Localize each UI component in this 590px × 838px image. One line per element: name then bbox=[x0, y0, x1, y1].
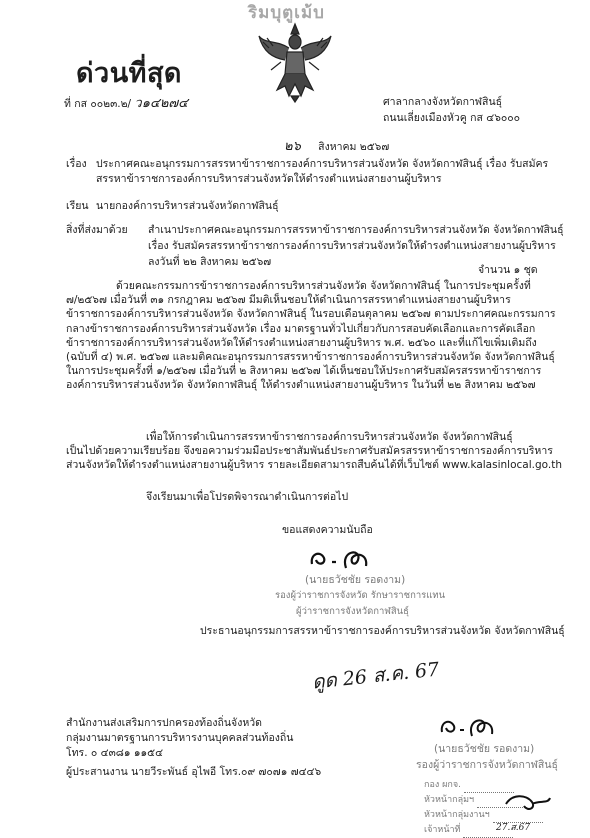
body-paragraph-2 bbox=[66, 430, 571, 473]
urgency-label: ด่วนที่สุด bbox=[76, 58, 182, 89]
body-line: ข้าราชการองค์การบริหารส่วนจังหวัดให้ดำรงตำแหน่งสายงานผู้บริหาร พ.ศ. ๒๕๖๐ และที่แก้ไขเพิ่มเติมถึง bbox=[66, 336, 537, 349]
org-address: ถนนเลี่ยงเมืองหัวคู กส ๔๖๐๐๐ bbox=[383, 112, 521, 124]
footer-phone: โทร. ๐ ๔๓๘๑ ๑๑๕๔ bbox=[66, 747, 164, 759]
subject-label: เรื่อง bbox=[66, 158, 87, 170]
garuda-emblem bbox=[255, 18, 335, 104]
footer-coordinator: ผู้ประสานงาน นายวีระพันธ์ อุไพอี โทร.๐๙ ๗๐๗๑ ๗๔๔๖ bbox=[66, 766, 322, 778]
handwritten-date-annotation: ดูด 26 ส.ค. 67 bbox=[311, 658, 441, 694]
document-number-handwritten: ว๑๔๒๗๔ bbox=[134, 96, 188, 111]
body-line: เพื่อให้การดำเนินการสรรหาข้าราชการองค์การบริหารส่วนจังหวัด จังหวัดกาฬสินธุ์ bbox=[146, 431, 513, 443]
signature-scribble bbox=[306, 544, 376, 574]
signature-name: (นายธวัชชัย รอดงาม) bbox=[305, 574, 406, 586]
routing-row: หัวหน้ากลุ่มฯ bbox=[424, 793, 543, 808]
routing-signature-scribble bbox=[502, 790, 554, 814]
signature-position: ประธานอนุกรรมการสรรหาข้าราชการองค์การบริหารส่วนจังหวัด จังหวัดกาฬสินธุ์ bbox=[200, 625, 565, 637]
header-stamp-text: ริมบุตูเม้บ bbox=[248, 3, 325, 23]
signature-title-1: รองผู้ว่าราชการจังหวัด รักษาราชการแทน bbox=[275, 590, 446, 601]
subject-line-1: ประกาศคณะอนุกรรมการสรรหาข้าราชการองค์การบริหารส่วนจังหวัด จังหวัดกาฬสินธุ์ เรื่อง รับสมัคร bbox=[96, 158, 549, 170]
enclosure-quantity: จำนวน ๑ ชุด bbox=[478, 264, 538, 276]
body-line: องค์การบริหารส่วนจังหวัด จังหวัดกาฬสินธุ์ ให้ดำรงตำแหน่งสายงานผู้บริหาร ในวันที่ ๒๒ สิงหาคม ๒๕๖๗ bbox=[66, 379, 536, 392]
second-signature-title: รองผู้ว่าราชการจังหวัดกาฬสินธุ์ bbox=[416, 759, 558, 771]
document-date bbox=[284, 138, 389, 156]
second-signature-name: (นายธวัชชัย รอดงาม) bbox=[434, 743, 535, 755]
to-recipient: นายกองค์การบริหารส่วนจังหวัดกาฬสินธุ์ bbox=[96, 200, 279, 212]
body-paragraph-1 bbox=[66, 279, 571, 392]
footer-group: กลุ่มงานมาตรฐานการบริหารงานบุคคลส่วนท้องถิ่น bbox=[66, 732, 294, 744]
body-paragraph-3: จึงเรียนมาเพื่อโปรดพิจารณาดำเนินการต่อไป bbox=[146, 491, 349, 503]
enclosure-line-3: ลงวันที่ ๒๒ สิงหาคม ๒๕๖๗ bbox=[148, 256, 272, 268]
date-day-handwritten: ๒๖ bbox=[284, 139, 301, 154]
second-signature-scribble bbox=[436, 710, 502, 740]
body-line: ๗/๒๕๖๗ เมื่อวันที่ ๓๑ กรกฎาคม ๒๕๖๗ มีมติเห็นชอบให้ดำเนินการสรรหาตำแหน่งสายงานผู้บริหาร bbox=[66, 294, 511, 307]
body-line: ข้าราชการองค์การบริหารส่วนจังหวัด จังหวัดกาฬสินธุ์ ในรอบเดือนตุลาคม ๒๕๖๗ ตามประกาศคณะกรรมการ bbox=[66, 308, 556, 321]
org-name: ศาลากลางจังหวัดกาฬสินธุ์ bbox=[383, 96, 503, 108]
routing-row: กอง ผกจ. bbox=[424, 778, 543, 793]
body-line: ในการประชุมครั้งที่ ๑/๒๕๖๗ เมื่อวันที่ ๒ สิงหาคม ๒๕๖๗ ได้เห็นชอบให้ประกาศรับสมัครสรรหาข้าราชการ bbox=[66, 365, 542, 378]
date-month-year: สิงหาคม ๒๕๖๗ bbox=[318, 141, 390, 153]
document-number-prefix: ที่ กส ๐๐๒๓.๒/ bbox=[64, 98, 132, 110]
enclosure-line-1: สำเนาประกาศคณะอนุกรรมการสรรหาข้าราชการองค์การบริหารส่วนจังหวัด จังหวัดกาฬสินธุ์ bbox=[148, 224, 564, 236]
subject-line-2: สรรหาข้าราชการองค์การบริหารส่วนจังหวัดให้ดำรงตำแหน่งสายงานผู้บริหาร bbox=[96, 173, 442, 185]
routing-row: หัวหน้ากลุ่มงานฯ bbox=[424, 808, 543, 823]
to-label: เรียน bbox=[66, 200, 89, 212]
routing-row: เจ้าหน้าที่ bbox=[424, 823, 543, 838]
body-line: กลางข้าราชการองค์การบริหารส่วนจังหวัด เรื่อง มาตรฐานทั่วไปเกี่ยวกับการสอบคัดเลือกและการคัดเลือก bbox=[66, 322, 536, 335]
footer-office: สำนักงานส่งเสริมการปกครองท้องถิ่นจังหวัด bbox=[66, 717, 262, 729]
document-number bbox=[64, 95, 188, 113]
signature-title-2: ผู้ว่าราชการจังหวัดกาฬสินธุ์ bbox=[296, 606, 409, 617]
body-line: เป็นไปด้วยความเรียบร้อย จึงขอความร่วมมือประชาสัมพันธ์ประกาศรับสมัครสรรหาข้าราชการองค์การบริหาร bbox=[66, 445, 553, 458]
body-line: ส่วนจังหวัดให้ดำรงตำแหน่งสายงานผู้บริหาร รายละเอียดสามารถสืบค้นได้ที่เว็บไซต์ www.kalasinlocal.go.th bbox=[66, 459, 562, 472]
body-line: ด้วยคณะกรรมการข้าราชการองค์การบริหารส่วนจังหวัด จังหวัดกาฬสินธุ์ ในการประชุมครั้งที่ bbox=[116, 280, 531, 292]
enclosure-line-2: เรื่อง รับสมัครสรรหาข้าราชการองค์การบริหารส่วนจังหวัดให้ดำรงตำแหน่งสายงานผู้บริหาร bbox=[148, 240, 556, 252]
routing-date-handwritten: 27.ส.67 bbox=[496, 823, 531, 833]
body-line: (ฉบับที่ ๔) พ.ศ. ๒๕๖๗ และมติคณะอนุกรรมการสรรหาข้าราชการองค์การบริหารส่วนจังหวัด จังหวัดกาฬสินธุ์ bbox=[66, 350, 555, 363]
enclosure-label: สิ่งที่ส่งมาด้วย bbox=[66, 224, 128, 236]
signature-closing: ขอแสดงความนับถือ bbox=[282, 524, 373, 536]
